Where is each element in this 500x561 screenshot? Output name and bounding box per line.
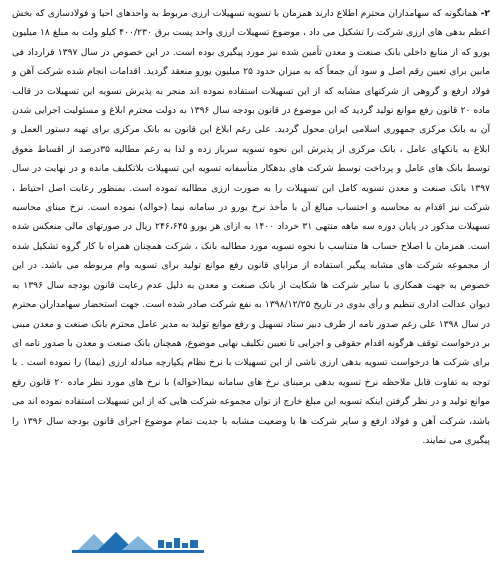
paragraph-text: همانگونه که سهامداران محترم اطلاع دارند همزمان با تسویه تسهیلات ارزی مربوط به واحدهای احیا و فولادسازی که بخش اعظم بدهی های ارزی شرکت را تشکیل می داد ، موضوع تسهیلات ارزی واحد پست برق ۴۰۰/۲۳۰ کیلو ولت به مبلغ ۱۸ میلیون یورو که از منابع داخلی بانک صنعت و معدن تأمین شده نیز مورد پیگیری بوده است. در این خصوص در سال ۱۳۹۷ قرارداد فی مابین برای تعیین رقم اصل و سود آن جمعاً که به میزان حدود ۲۵ میلیون یورو منعقد گردید. اقدامات انجام شده شرکت آهن و فولاد ارفع و گروهی از شرکتهای مشابه که از این تسهیلات استفاده نموده اند منجر به پذیرش تسویه این تسهیلات در قالب ماده ۲۰ قانون رفع موانع تولید گردید که این موضوع در قانون بودجه سال ۱۳۹۶ به دولت محترم ابلاغ و مسئولیت اجرایی شدن آن به بانک مرکزی جمهوری اسلامی ایران محول گردید. علی رغم ابلاغ این قانون به بانک مرکزی برای تهیه دستور العمل و ابلاغ به بانکهای عامل ، بانک مرکزی از پذیرش این نحوه تسویه سرباز زده و لذا به رغم مطالبه ۳۵درصد از اقساط معوق توسط بانک های عامل و پرداخت توسط شرکت های بدهکار متأسفانه تسویه این تسهیلات بلاتکلیف مانده و در نهایت در سال ۱۳۹۷ بانک صنعت و معدن تسویه کامل این تسهیلات را به صورت ارزی مطالبه نموده است. بمنظور رعایت اصل احتیاط ، شرکت نیز اقدام به محاسبه و احتساب مبالغ آن با مأخذ نرخ یورو در سامانه نیما (حواله) نموده است. نرخ مبنای محاسبه تسهیلات مذکور در پایان دوره سه ماهه منتهی ۳۱ خرداد ۱۴۰۰ به ازای هر یورو ۲۴۶،۶۴۵ ریال در صورتهای مالی منعکس شده است. همزمان با اصلاح حساب ها متناسب با نحوه تسویه مورد مطالبه بانک ، شرکت همچنان همراه با کار گروه تشکیل شده از مجموعه شرکت های مشابه پیگیر استفاده از مزایای قانون رفع موانع تولید برای تسویه وام مربوطه می باشد. در این خصوص به جهت همکاری با سایر شرکت ها شکایت از بانک صنعت و معدن به دلیل عدم رعایت قانون بودجه سال ۱۳۹۶ به دیوان عدالت اداری تنظیم و رأی بدوی در تاریخ ۱۳۹۸/۱۲/۲۵ به نفع شرکت صادر شده است. جهت استحضار سهامداران محترم در سال ۱۳۹۸ علی رغم صدور نامه از طرف دبیر ستاد تسهیل و رفع موانع تولید به مدیر عامل محترم بانک صنعت و معدن مبنی بر درخواست توقف هرگونه اقدام حقوقی و اجرایی تا تعیین تکلیف نهایی موضوع، همچنان بانک صنعت و معدن با صدور نامه ای برای شرکت ها درخواست تسویه بدهی ارزی ناشی از این تسهیلات با نرخ نظام یکپارچه مبادله ارزی (نیما) را نموده است . با توجه به تفاوت قابل ملاحظه نرخ تسویه بدهی برمبنای نرخ های سامانه نیما(حواله) با نرخ های مورد نظر ماده ۲۰ قانون رفع موانع تولید و در نظر گرفتن اینکه تسویه این مبلغ خارج از توان مجموعه شرکت هایی که از این تسهیلات استفاده نموده اند می باشد، شرکت آهن و فولاد ارفع و سایر شرکت ها با وضعیت مشابه با جدیت تمام موضوع اجرای قانون بودجه سال ۱۳۹۶ را پیگیری می نمایند. [12,8,491,446]
logo-mountains [78,532,154,550]
item-number: ۲- [480,8,490,19]
company-logo-icon [72,528,204,556]
body-paragraph [12,4,490,450]
